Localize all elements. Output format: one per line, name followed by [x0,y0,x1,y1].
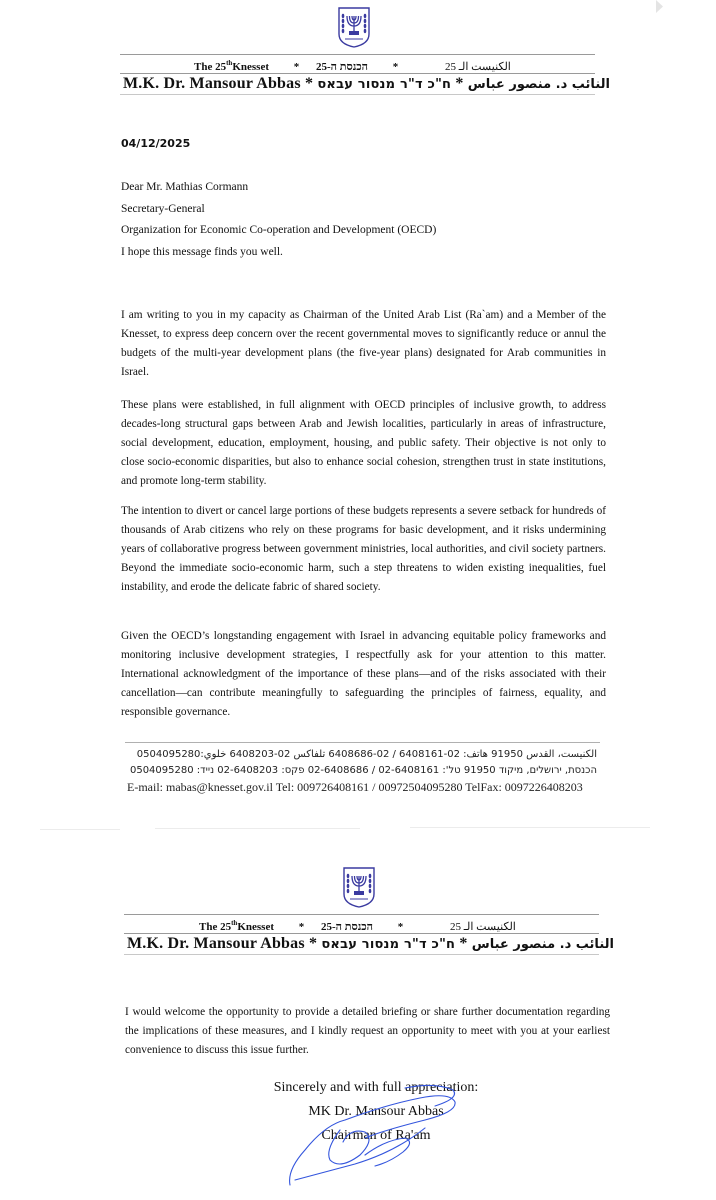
mk-name-ar: النائب د. منصور عباس [471,937,614,952]
mk-name-en: M.K. Dr. Mansour Abbas [123,75,301,92]
knesset-en: The 25thKnesset [194,59,269,73]
body-paragraph: The intention to divert or cancel large portions of these budgets represents a severe setback for hundreds of thousands of Arab citizens who rely on these programs for basic development, and it risks undermining years of collaborative progress between government ministries, local authorities, and civil society partners. Beyond the immediate socio-economic harm, such a step threatens to widen existing inequalities, fuel instability, and erode the delicate fabric of shared society. [121,505,606,593]
signature-icon [285,1080,465,1190]
mk-name-he: ח"כ ד"ר מנסור עבאס [317,77,452,92]
letter-date: 04/12/2025 [121,137,191,150]
separator-star: * [459,935,468,952]
body-paragraph: Given the OECD’s longstanding engagement with Israel in advancing equitable policy frameworks and monitoring inclusive development strategies, I respectfully ask for your attention to this matter. International acknowledgment of the importance of these plans—and of the risks associated with their cancellation—can contribute meaningfully to safeguarding the principles of fairness, equality, and responsible governance. [121,630,606,718]
signatory-title: Chairman of Ra'am [321,1128,431,1143]
signatory-name: MK Dr. Mansour Abbas [308,1104,444,1119]
body-paragraph: I would welcome the opportunity to provide a detailed briefing or share further documentation regarding the implications of these measures, and I kindly request an opportunity to meet with you at your earliest convenience to discuss this issue further. [125,1006,610,1056]
knesset-en: The 25thKnesset [199,919,274,933]
knesset-he: הכנסת ה-25 [321,920,373,933]
page-separator [410,827,650,828]
separator-star: * [455,75,464,92]
mk-name-he: ח"כ ד"ר מנסור עבאס [321,937,456,952]
knesset-ar: الكنيست الـ 25 [445,60,511,73]
letterhead-mk-line [123,75,610,93]
salutation: Dear Mr. Mathias Cormann [121,181,249,193]
footer-address-he: הכנסת, ירושלים, מיקוד 91950 טל': 02-6408161 / 02-6408686 פקס: 02-6408203 נייד: 0504095280 [129,765,597,776]
page-separator [40,829,120,830]
closing-salutation: Sincerely and with full appreciation: [273,1080,479,1095]
separator-star: * [308,935,318,952]
separator-star: * [293,60,300,73]
knesset-emblem-icon [337,6,371,48]
letterhead-knesset-line [199,919,516,933]
knesset-emblem-icon [342,866,376,908]
recipient-block [121,177,436,263]
footer-address-ar: الكنيست، القدس 91950 هاتف: 02-6408161 / 02-6408686 تلفاكس 02-6408203 خلوي:0504095280 [136,749,597,760]
greeting: I hope this message finds you well. [121,245,283,258]
mk-name-en: M.K. Dr. Mansour Abbas [127,935,305,952]
scroll-indicator[interactable] [656,0,663,13]
footer-contact-en: E-mail: mabas@knesset.gov.il Tel: 009726408161 / 00972504095280 TelFax: 0097226408203 [127,780,583,794]
letterhead-mk-line [127,935,614,953]
page-separator [155,828,360,829]
knesset-he: הכנסת ה-25 [316,60,368,73]
separator-star: * [392,60,399,73]
separator-star: * [304,75,314,92]
body-paragraph: I am writing to you in my capacity as Chairman of the United Arab List (Ra`am) and a Member of the Knesset, to express deep concern over the recent governmental moves to significantly reduce or annul the budgets of the multi-year development plans (the five-year plans) designated for Arab communities in Israel. [121,309,606,378]
separator-star: * [397,920,404,933]
recipient-title: Secretary-General [121,202,205,215]
letterhead-footer [127,747,597,795]
knesset-ar: الكنيست الـ 25 [450,920,516,933]
recipient-organization: Organization for Economic Co-operation and Development (OECD) [121,224,437,236]
body-paragraph: These plans were established, in full alignment with OECD principles of inclusive growth, to address decades-long structural gaps between Arab and Jewish localities, particularly in areas of infrastructure, social development, education, employment, housing, and public safety. Their objective is not only to close socio-economic disparities, but also to enhance social cohesion, strengthen trust in state institutions, and promote long-term stability. [121,399,606,487]
letterhead-knesset-line [194,59,511,73]
mk-name-ar: النائب د. منصور عباس [467,77,610,92]
separator-star: * [298,920,305,933]
